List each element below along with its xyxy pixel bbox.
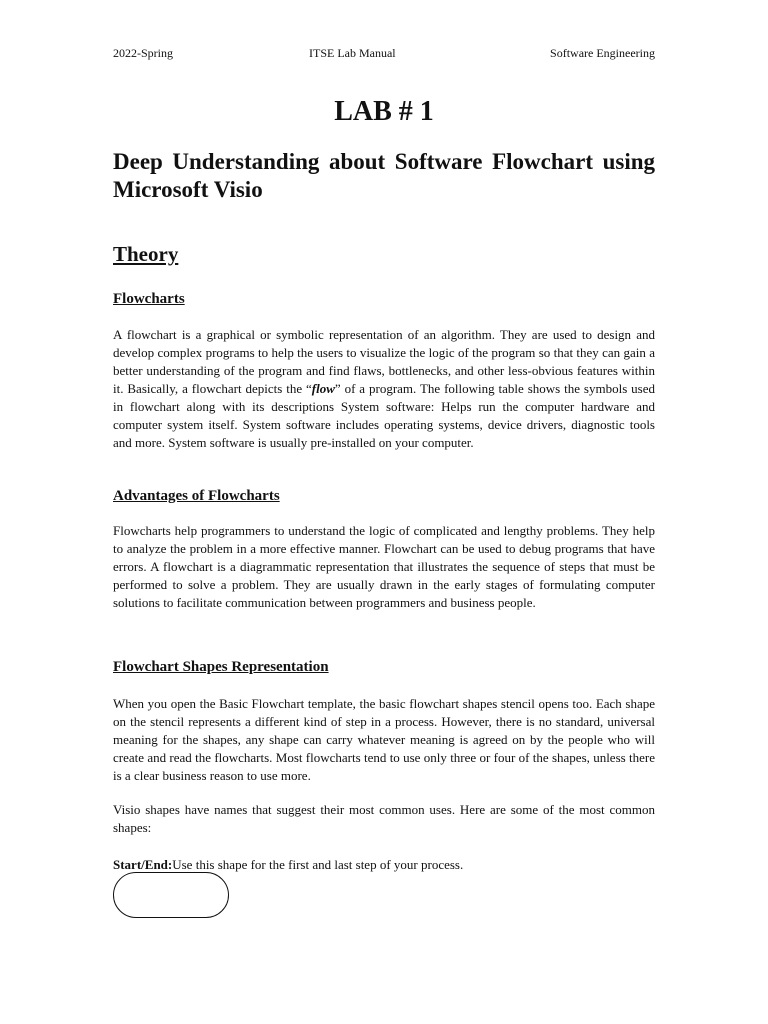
flowcharts-heading: Flowcharts bbox=[113, 291, 185, 307]
flowcharts-text-after: ” of a program. The following table shows the symbols used in flowchart along with its descriptions System software: Helps run the computer hardware and computer system itself. System software includes operating systems, device drivers, diagnostic tools and more. System software is usually pre-installed on your computer. bbox=[113, 381, 655, 450]
advantages-paragraph: Flowcharts help programmers to understand the logic of complicated and lengthy problems. They help to analyze the problem in a more effective manner. Flowchart can be used to debug programs that have errors. A flowchart is a diagrammatic representation that illustrates the sequence of steps that must be performed to solve a problem. They are usually drawn in the early stages of formulating computer solutions to facilitate communication between programmers and business people. bbox=[113, 523, 655, 610]
header-semester: 2022-Spring bbox=[113, 46, 173, 60]
flowcharts-text-before: A flowchart is a graphical or symbolic representation of an algorithm. They are used to design and develop complex programs to help the users to visualize the logic of the program so that they can gain a better understanding of the program and find flaws, bottlenecks, and other less-obvious features within it. Basically, a flowchart depicts the “ bbox=[113, 327, 655, 396]
header-subject: Software Engineering bbox=[550, 46, 655, 60]
section-theory-heading: Theory bbox=[113, 242, 179, 266]
header-manual: ITSE Lab Manual bbox=[309, 46, 396, 60]
flowcharts-paragraph bbox=[113, 326, 655, 452]
lab-title: LAB # 1 bbox=[334, 96, 434, 127]
terminator-shape bbox=[113, 872, 229, 918]
document-title: Deep Understanding about Software Flowchart using Microsoft Visio bbox=[113, 149, 655, 202]
flow-emphasis: flow bbox=[311, 381, 335, 396]
start-end-label: Start/End: bbox=[113, 857, 173, 872]
page-header bbox=[113, 46, 655, 64]
shapes-paragraph-2: Visio shapes have names that suggest their most common uses. Here are some of the most common shapes: bbox=[113, 802, 655, 835]
start-end-text: Use this shape for the first and last step of your process. bbox=[172, 857, 464, 872]
shapes-paragraph-1: When you open the Basic Flowchart template, the basic flowchart shapes stencil opens too. Each shape on the stencil represents a different kind of step in a process. However, there is no standard, universal meaning for the shapes, any shape can carry whatever meaning is agreed on by the people who will create and read the flowcharts. Most flowcharts tend to use only three or four of the shapes, unless there is a clear business reason to use more. bbox=[113, 696, 655, 783]
advantages-heading: Advantages of Flowcharts bbox=[113, 488, 280, 504]
shapes-heading: Flowchart Shapes Representation bbox=[113, 659, 329, 675]
